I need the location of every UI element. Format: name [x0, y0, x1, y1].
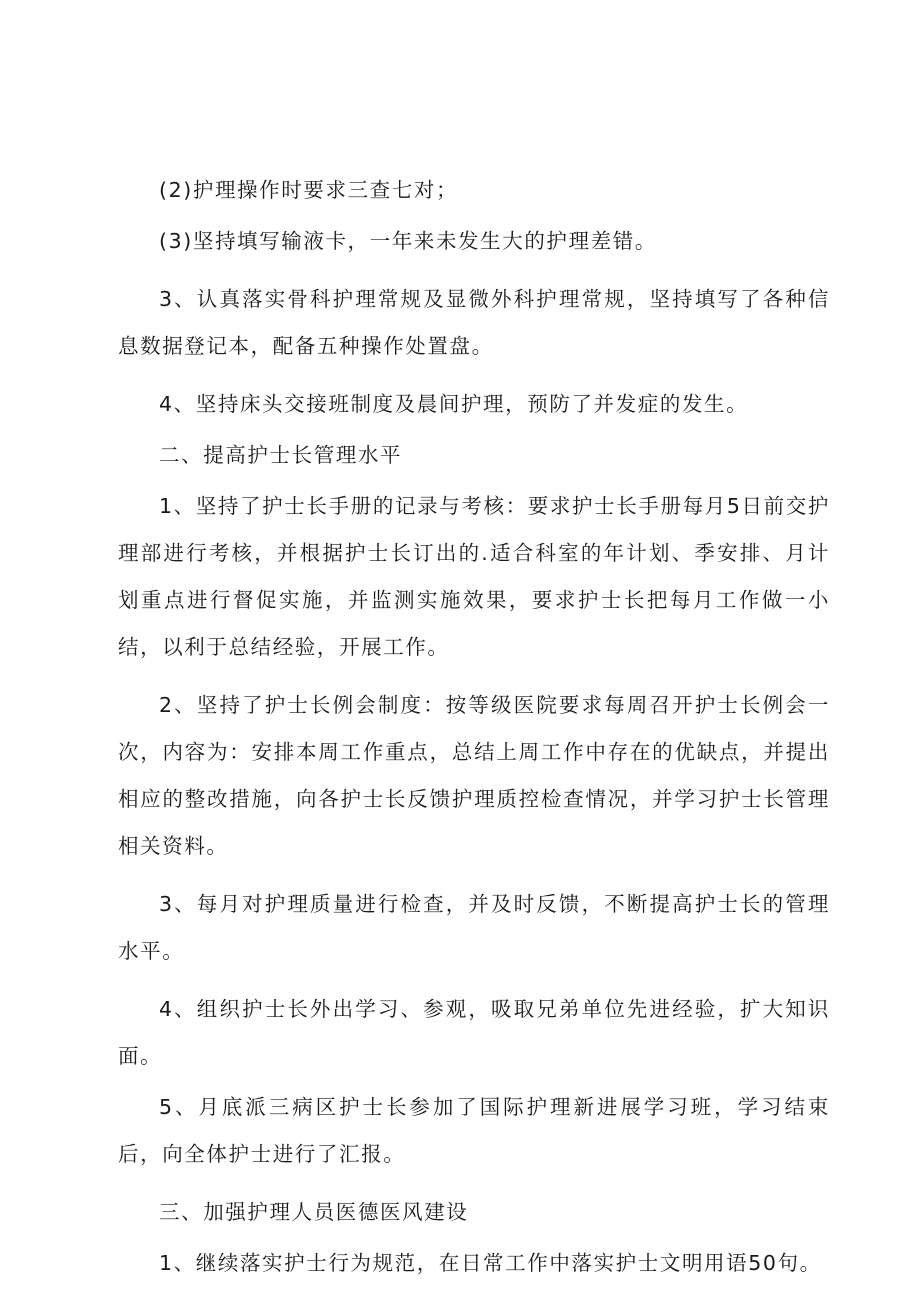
paragraph-study-visits: 4、组织护士长外出学习、参观，吸取兄弟单位先进经验，扩大知识面。	[118, 997, 830, 1068]
paragraph-item-3: (3)坚持填写输液卡，一年来未发生大的护理差错。	[159, 229, 657, 253]
section-heading-medical-ethics: 三、加强护理人员医德医风建设	[159, 1200, 469, 1224]
paragraph-item-2: (2)护理操作时要求三查七对；	[159, 178, 459, 202]
section-heading-head-nurse-management: 二、提高护士长管理水平	[159, 443, 403, 467]
paragraph-head-nurse-meeting: 2、坚持了护士长例会制度：按等级医院要求每周召开护士长例会一次，内容为：安排本周工作重点，总结上周工作中存在的优缺点，并提出相应的整改措施，向各护士长反馈护理质控检查情况，并学习护士长管理相关资料。	[118, 693, 830, 858]
document-body	[118, 167, 830, 1287]
paragraph-international-course: 5、月底派三病区护士长参加了国际护理新进展学习班，学习结束后，向全体护士进行了汇报。	[118, 1095, 830, 1166]
paragraph-orthopedic-care: 3、认真落实骨科护理常规及显微外科护理常规，坚持填写了各种信息数据登记本，配备五种操作处置盘。	[118, 287, 830, 358]
paragraph-head-nurse-handbook: 1、坚持了护士长手册的记录与考核：要求护士长手册每月5日前交护理部进行考核，并根据护士长订出的.适合科室的年计划、季安排、月计划重点进行督促实施，并监测实施效果，要求护士长把每月工作做一小结，以利于总结经验，开展工作。	[118, 494, 830, 659]
paragraph-quality-inspection: 3、每月对护理质量进行检查，并及时反馈，不断提高护士长的管理水平。	[118, 892, 830, 963]
paragraph-conduct-standards: 1、继续落实护士行为规范，在日常工作中落实护士文明用语50句。	[159, 1251, 822, 1275]
paragraph-bedside-handover: 4、坚持床头交接班制度及晨间护理，预防了并发症的发生。	[159, 392, 749, 416]
